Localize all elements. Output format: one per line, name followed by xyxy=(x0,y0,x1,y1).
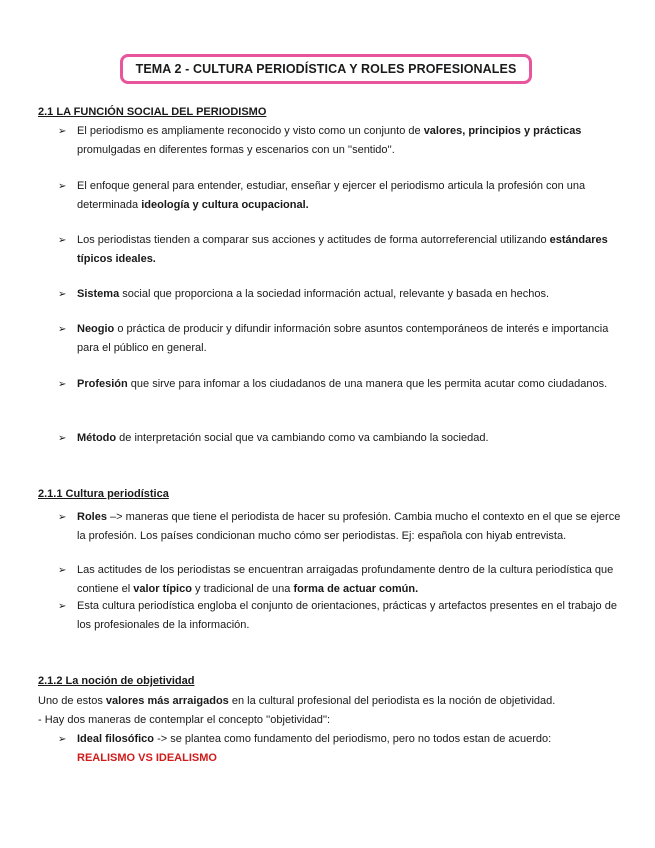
list-item: ➢ Sistema social que proporciona a la sociedad información actual, relevante y basada en hechos. xyxy=(58,285,623,304)
arrow-bullet-icon: ➢ xyxy=(58,289,67,300)
list-item: ➢ Los periodistas tienden a comparar sus acciones y actitudes de forma autorreferencial utilizando estándares típicos ideales. xyxy=(58,231,623,269)
section-heading-2-1-1: 2.1.1 Cultura periodística xyxy=(38,488,169,500)
page-title-box xyxy=(120,54,532,84)
arrow-bullet-icon: ➢ xyxy=(58,601,67,612)
list-item: ➢ Roles –> maneras que tiene el periodista de hacer su profesión. Cambia mucho el contexto en el que se ejerce la profesión. Los países condicionan mucho cómo ser periodistas. Ej: española con hiyab entrevista. xyxy=(58,508,623,546)
page-title: TEMA 2 - CULTURA PERIODÍSTICA Y ROLES PROFESIONALES xyxy=(135,62,517,76)
list-item: ➢ Neogio o práctica de producir y difundir información sobre asuntos contemporáneos de interés e importancia para el público en general. xyxy=(58,320,623,358)
arrow-bullet-icon: ➢ xyxy=(58,512,67,523)
list-item: ➢ Las actitudes de los periodistas se encuentran arraigadas profundamente dentro de la cultura periodística que contiene el valor típico y tradicional de una forma de actuar común. xyxy=(58,561,623,599)
arrow-bullet-icon: ➢ xyxy=(58,181,67,192)
list-item: ➢ El enfoque general para entender, estudiar, enseñar y ejercer el periodismo articula la profesión con una determinada ideología y cultura ocupacional. xyxy=(58,177,623,215)
list-item: ➢ El periodismo es ampliamente reconocido y visto como un conjunto de valores, principios y prácticas promulgadas en diferentes formas y escenarios con un ''sentido''. xyxy=(58,122,623,160)
arrow-bullet-icon: ➢ xyxy=(58,235,67,246)
arrow-bullet-icon: ➢ xyxy=(58,565,67,576)
objectivity-intro: Uno de estos valores más arraigados en la cultural profesional del periodista es la noción de objetividad. xyxy=(38,695,556,707)
list-item: ➢ Ideal filosófico -> se plantea como fundamento del periodismo, pero no todos estan de acuerdo: REALISMO VS IDEALISMO xyxy=(58,730,623,768)
section-heading-2-1-2: 2.1.2 La noción de objetividad xyxy=(38,675,195,687)
list-item: ➢ Esta cultura periodística engloba el conjunto de orientaciones, prácticas y artefactos presentes en el trabajo de los profesionales de la información. xyxy=(58,597,623,635)
arrow-bullet-icon: ➢ xyxy=(58,433,67,444)
realism-vs-idealism: REALISMO VS IDEALISMO xyxy=(77,752,217,764)
arrow-bullet-icon: ➢ xyxy=(58,126,67,137)
arrow-bullet-icon: ➢ xyxy=(58,379,67,390)
list-item: ➢ Profesión que sirve para infomar a los ciudadanos de una manera que les permita acutar como ciudadanos. xyxy=(58,375,623,394)
objectivity-line2: - Hay dos maneras de contemplar el concepto ''objetividad'': xyxy=(38,714,331,726)
arrow-bullet-icon: ➢ xyxy=(58,734,67,745)
arrow-bullet-icon: ➢ xyxy=(58,324,67,335)
section-heading-2-1: 2.1 LA FUNCIÓN SOCIAL DEL PERIODISMO xyxy=(38,106,267,118)
list-item: ➢ Método de interpretación social que va cambiando como va cambiando la sociedad. xyxy=(58,429,623,448)
